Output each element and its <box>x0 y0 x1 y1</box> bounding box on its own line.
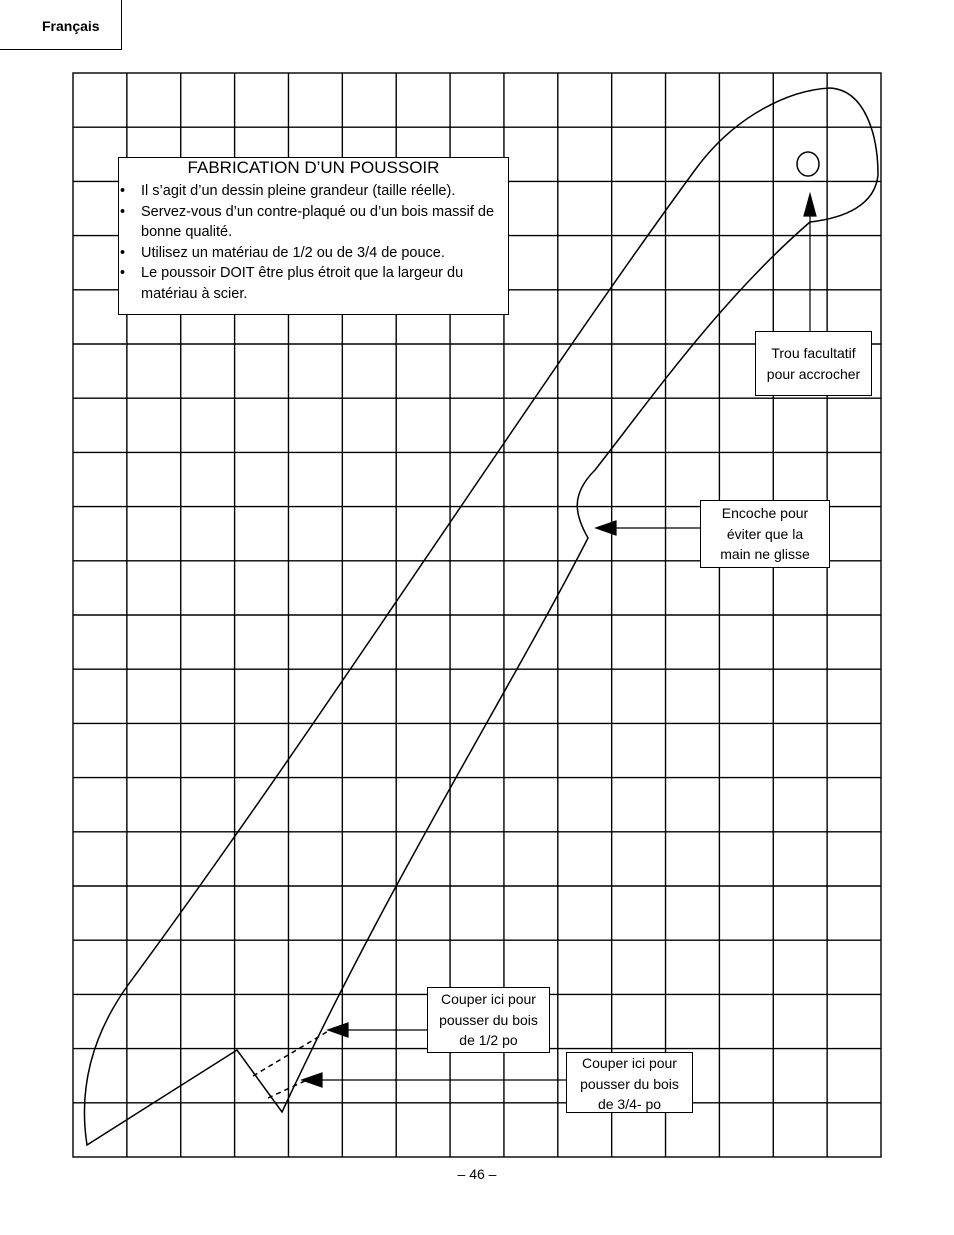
callout-arrows <box>302 194 816 1087</box>
bullet-icon: • <box>120 265 126 281</box>
cut-three-quarter-inch-callout <box>566 1052 693 1113</box>
hole-arrow-head <box>804 194 816 216</box>
callout-line: Encoche pour <box>721 505 809 521</box>
bullet-icon: • <box>120 203 126 220</box>
instruction-item: • Servez-vous d’un contre-plaqué ou d’un bois massif de bonne qualité. <box>120 203 495 240</box>
page-number: – 46 – <box>457 1166 497 1182</box>
callout-line: Couper ici pour <box>582 1055 677 1071</box>
cut-three-quarter-arrow-head <box>302 1073 322 1087</box>
notch-arrow-head <box>596 521 616 535</box>
instructions-title: FABRICATION D’UN POUSSOIR <box>187 158 440 177</box>
hanging-hole <box>797 152 819 176</box>
callout-line: pousser du bois <box>439 1011 538 1028</box>
hanging-hole-callout <box>755 331 872 396</box>
callout-line: Couper ici pour <box>441 991 536 1007</box>
callout-line: de 3/4- po <box>597 1096 662 1112</box>
notch-callout <box>700 500 830 568</box>
bullet-icon: • <box>120 244 126 261</box>
instructions-list <box>119 181 508 304</box>
cut-half-inch-callout <box>427 987 550 1053</box>
instruction-item: • Le poussoir DOIT être plus étroit que la largeur du matériau à scier. <box>120 265 464 302</box>
cut-line-half-inch <box>253 1030 330 1076</box>
bullet-icon: • <box>120 183 126 199</box>
callout-line: Trou facultatif <box>771 345 856 361</box>
language-tab-label: Français <box>42 18 100 34</box>
cut-line-three-quarter-inch <box>268 1080 307 1098</box>
callout-line: main ne glisse <box>720 546 810 562</box>
instruction-item: • Utilisez un matériau de 1/2 ou de 3/4 de pouce. <box>119 243 508 264</box>
callout-line: de 1/2 po <box>459 1032 518 1048</box>
callout-line: éviter que la <box>726 525 804 542</box>
callout-line: pour accrocher <box>766 365 861 382</box>
instruction-item: • Il s’agit d’un dessin pleine grandeur (taille réelle). <box>119 181 508 202</box>
instructions-box <box>118 157 509 315</box>
callout-line: pousser du bois <box>580 1075 679 1092</box>
cut-half-arrow-head <box>328 1023 348 1037</box>
